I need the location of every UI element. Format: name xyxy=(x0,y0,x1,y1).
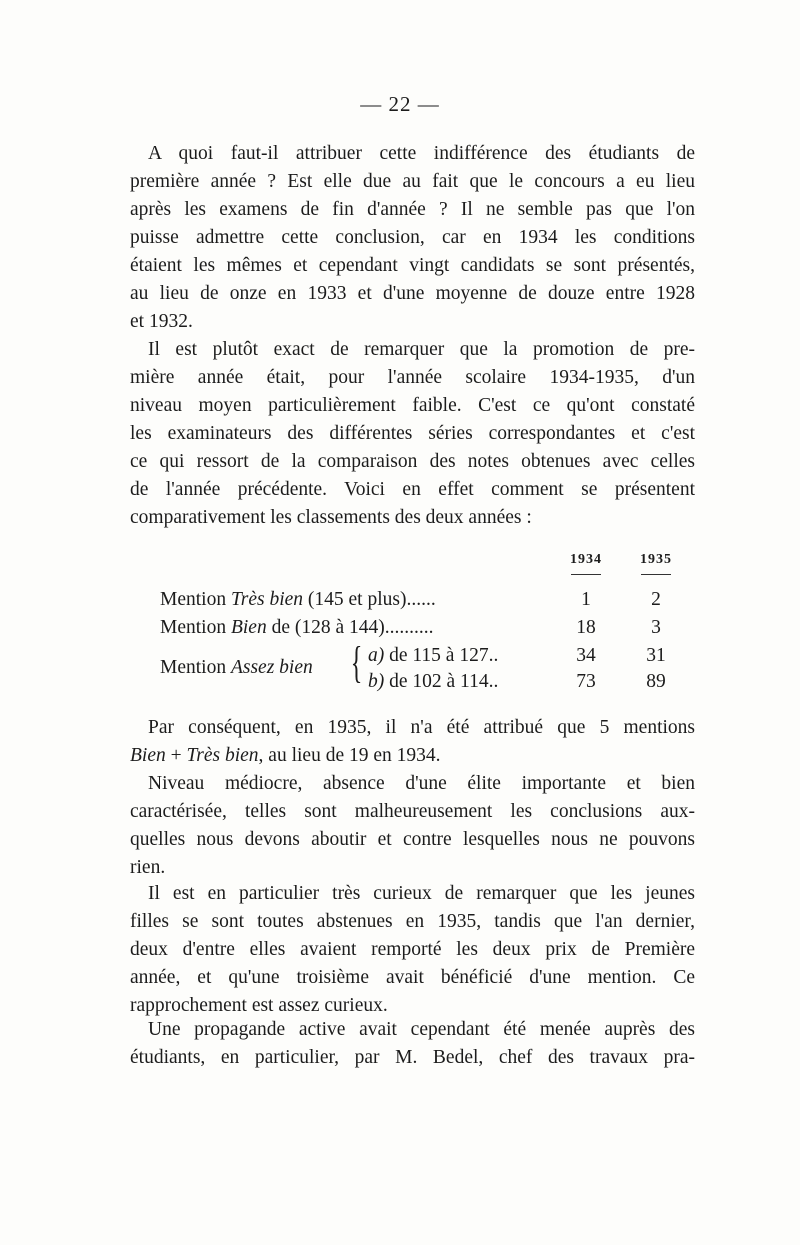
table-row xyxy=(368,668,498,696)
paragraph-5 xyxy=(130,880,695,1020)
page-number: — 22 — xyxy=(360,92,440,116)
sub-label: a) xyxy=(368,645,385,666)
row-label-range: de 115 à 127.. xyxy=(384,645,499,666)
text-line: première année ? Est elle due au fait que le concours a eu lieu xyxy=(130,171,695,192)
text-line: au lieu de onze en 1933 et d'une moyenne de douze entre 1928 xyxy=(130,283,695,304)
table-row xyxy=(160,614,434,642)
column-header-1935: 1935 xyxy=(640,552,672,567)
text-line: de l'année précédente. Voici en effet comment se présentent xyxy=(130,479,695,500)
mentions-table xyxy=(130,552,700,702)
cell-1934: 34 xyxy=(576,645,596,666)
brace-icon: { xyxy=(350,638,363,687)
text-line: étaient les mêmes et cependant vingt candidats se sont présentés, xyxy=(130,255,695,276)
text-fragment: , au lieu de 19 en 1934. xyxy=(258,745,441,766)
cell-1935: 3 xyxy=(651,617,661,638)
text-line: comparativement les classements des deux années : xyxy=(130,507,532,528)
text-line: Il est en particulier très curieux de remarquer que les jeunes xyxy=(148,883,695,904)
text-line: Niveau médiocre, absence d'une élite importante et bien xyxy=(148,773,695,794)
group-label xyxy=(160,654,313,682)
text-line: rien. xyxy=(130,857,166,878)
text-line: mière année était, pour l'année scolaire 1934-1935, d'un xyxy=(130,367,695,388)
cell-1935: 2 xyxy=(651,589,661,610)
column-rule xyxy=(641,574,671,575)
text-line: puisse admettre cette conclusion, car en 1934 les conditions xyxy=(130,227,695,248)
row-label-range: de 102 à 114.. xyxy=(384,671,499,692)
paragraph-3 xyxy=(130,714,695,770)
text-line xyxy=(130,742,695,770)
text-line: niveau moyen particulièrement faible. C'est ce qu'ont constaté xyxy=(130,395,695,416)
text-line: Par conséquent, en 1935, il n'a été attribué que 5 mentions xyxy=(148,717,695,738)
row-label-range: de (128 à 144).......... xyxy=(266,617,434,638)
group-label-prefix: Mention xyxy=(160,657,231,678)
plus-sign: + xyxy=(165,745,187,766)
mention-name: Bien xyxy=(230,617,267,638)
cell-1935: 89 xyxy=(646,671,666,692)
row-label-range: (145 et plus)...... xyxy=(303,589,436,610)
text-line: étudiants, en particulier, par M. Bedel, chef des travaux pra- xyxy=(130,1047,695,1068)
text-line: après les examens de fin d'année ? Il ne semble pas que l'on xyxy=(130,199,695,220)
sub-label: b) xyxy=(368,671,385,692)
column-rule xyxy=(571,574,601,575)
paragraph-6 xyxy=(130,1016,695,1072)
mention-name: Très bien xyxy=(186,745,259,766)
cell-1934: 18 xyxy=(576,617,596,638)
text-line: quelles nous devons aboutir et contre lesquelles nous ne pouvons xyxy=(130,829,695,850)
text-line: filles se sont toutes abstenues en 1935, tandis que l'an dernier, xyxy=(130,911,695,932)
paragraph-1 xyxy=(130,140,695,336)
paragraph-2 xyxy=(130,336,695,532)
row-label-prefix: Mention xyxy=(160,617,231,638)
cell-1934: 1 xyxy=(581,589,591,610)
text-line: deux d'entre elles avaient remporté les deux prix de Première xyxy=(130,939,695,960)
text-line: caractérisée, telles sont malheureusement les conclusions aux- xyxy=(130,801,695,822)
table-row xyxy=(368,642,498,670)
mention-name: Très bien xyxy=(230,589,304,610)
table-row xyxy=(160,586,436,614)
text-line: et 1932. xyxy=(130,311,193,332)
text-line: année, et qu'une troisième avait bénéficié d'une mention. Ce xyxy=(130,967,695,988)
cell-1934: 73 xyxy=(576,671,596,692)
mention-name: Assez bien xyxy=(230,657,313,678)
text-line: les examinateurs des différentes séries correspondantes et c'est xyxy=(130,423,695,444)
paragraph-4 xyxy=(130,770,695,882)
text-line: Une propagande active avait cependant été menée auprès des xyxy=(148,1019,695,1040)
column-header-1934: 1934 xyxy=(570,552,602,567)
text-line: rapprochement est assez curieux. xyxy=(130,995,388,1016)
cell-1935: 31 xyxy=(646,645,666,666)
row-label-prefix: Mention xyxy=(160,589,231,610)
text-line: ce qui ressort de la comparaison des notes obtenues avec celles xyxy=(130,451,695,472)
text-line: Il est plutôt exact de remarquer que la promotion de pre- xyxy=(148,339,695,360)
text-line: A quoi faut-il attribuer cette indifférence des étudiants de xyxy=(148,143,695,164)
mention-name: Bien xyxy=(130,745,166,766)
